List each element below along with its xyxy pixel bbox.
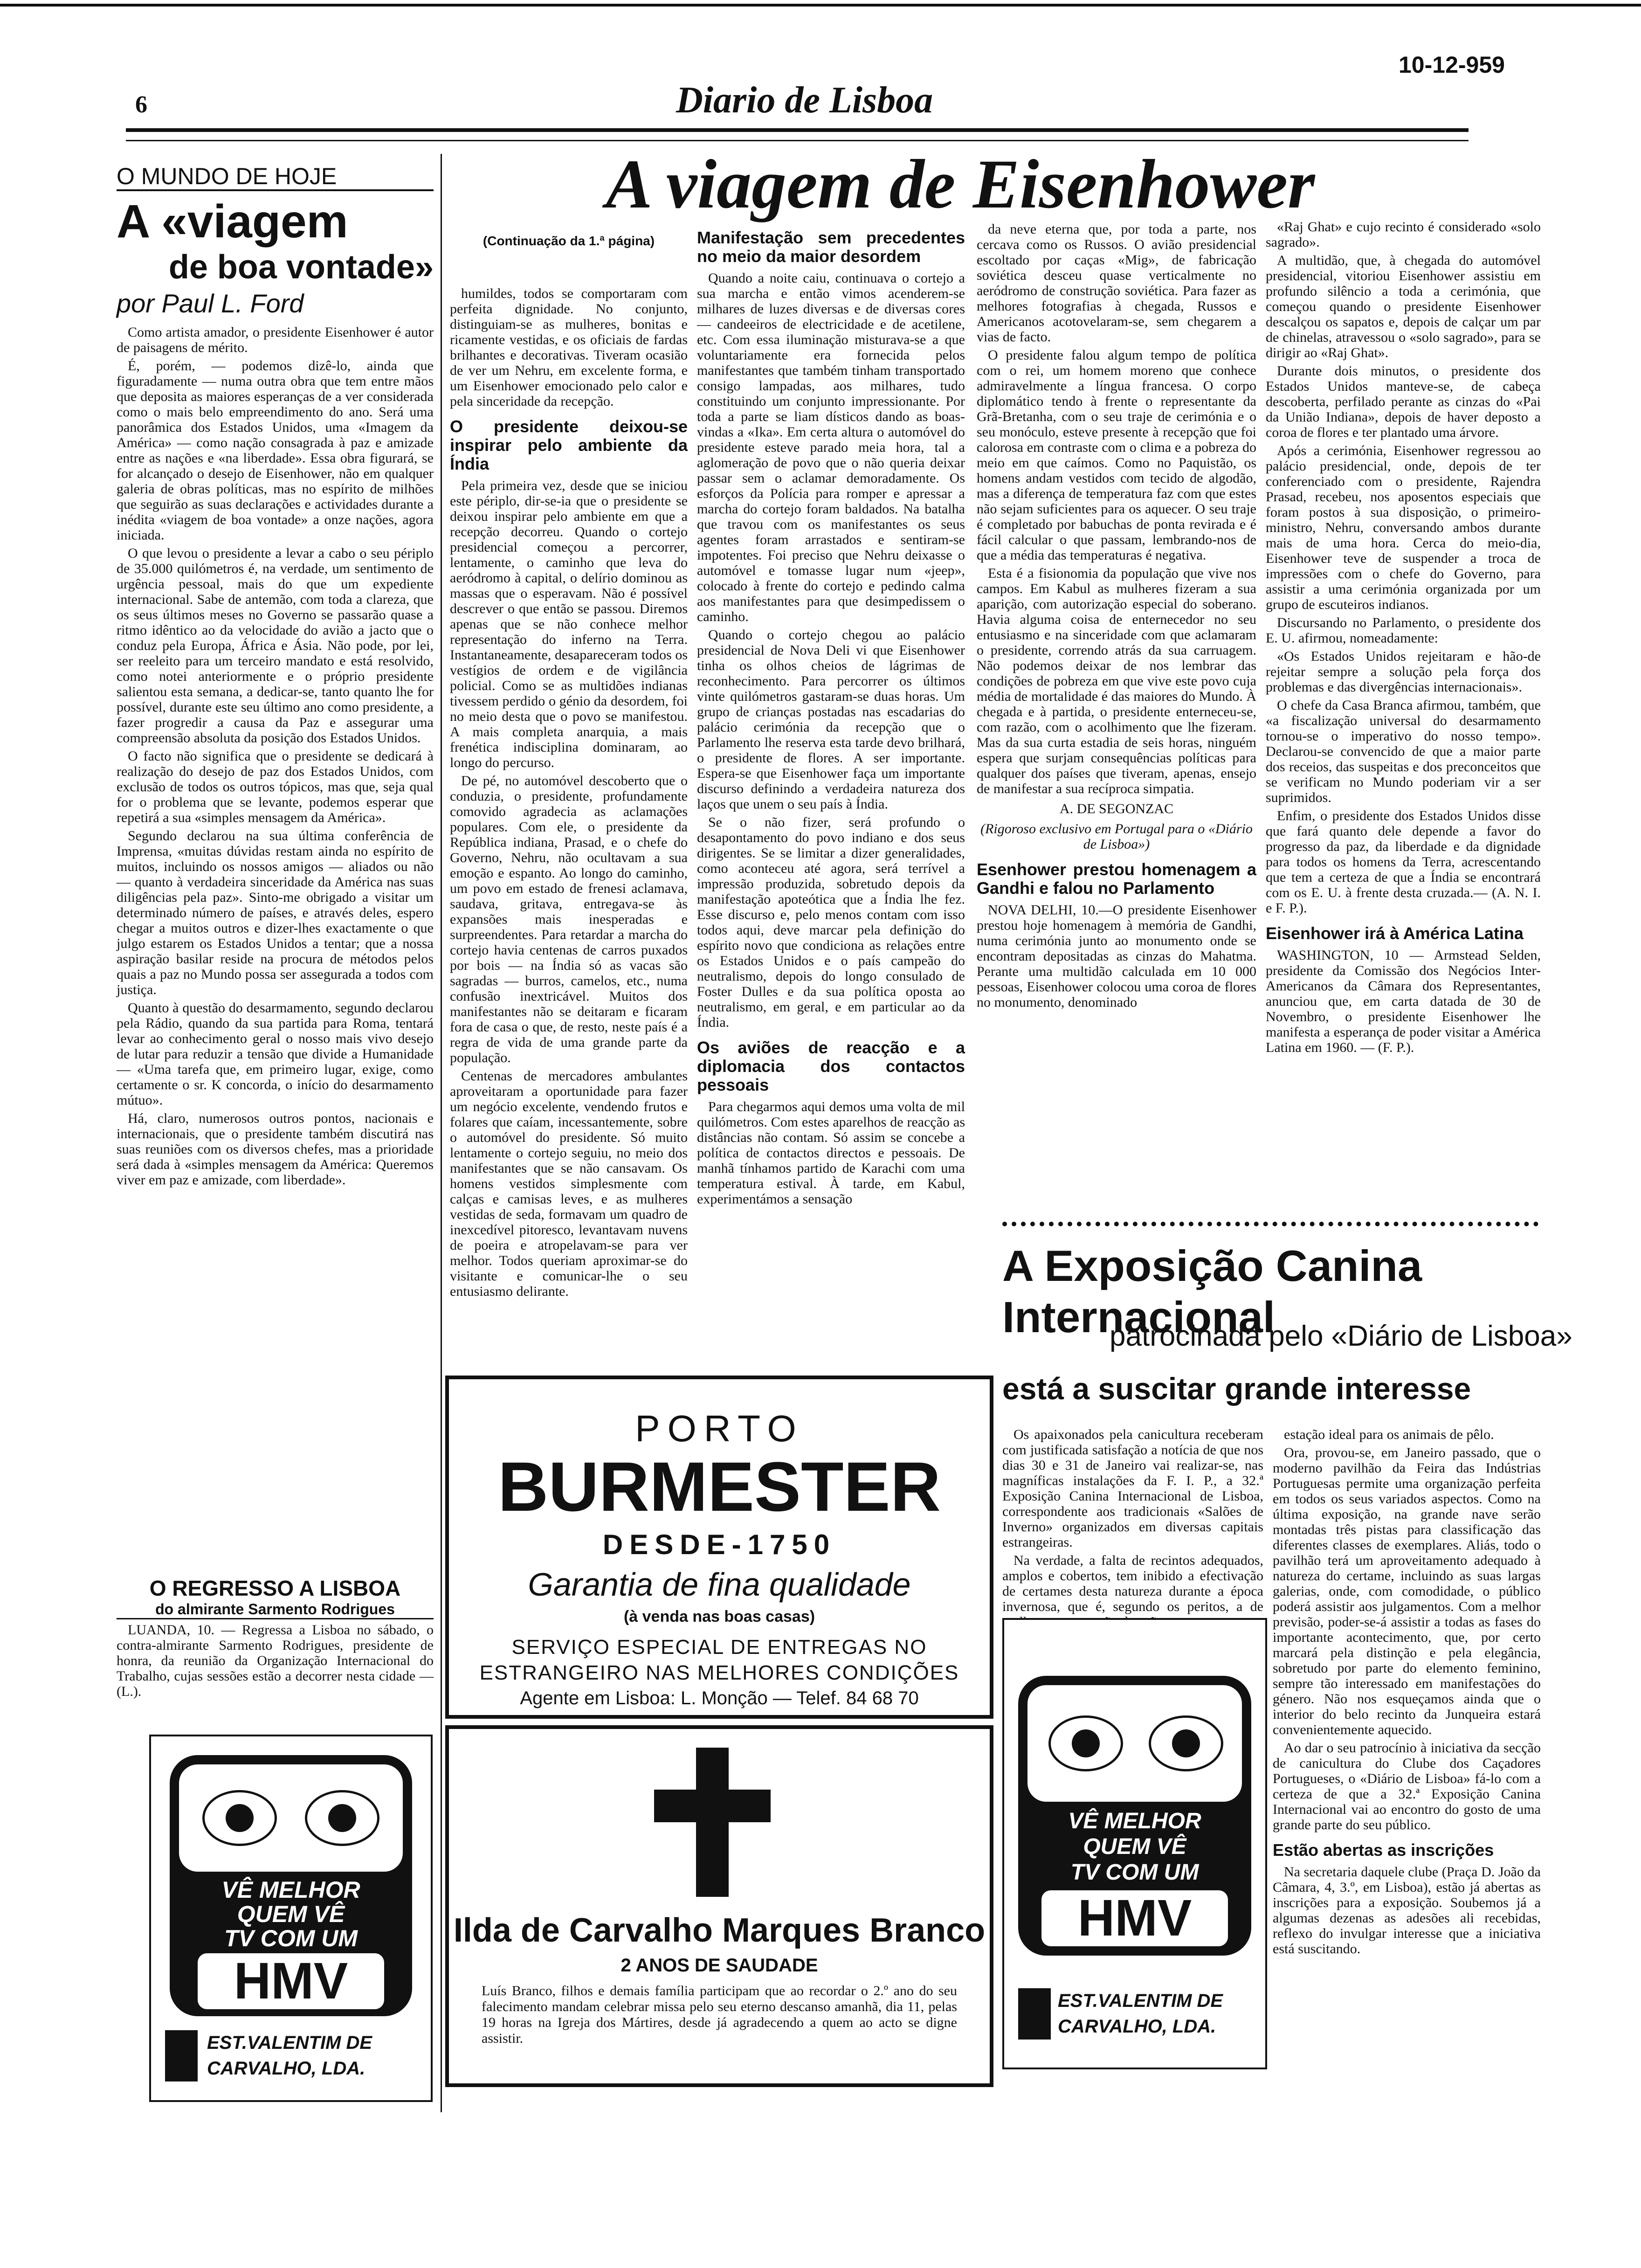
hmv-slogan-2: QUEM VÊ — [237, 1901, 345, 1927]
column-2 — [450, 233, 688, 1302]
ad-agent: Agente em Lisboa: L. Monção — Telef. 84 68 70 — [520, 1688, 919, 1708]
paragraph: Durante dois minutos, o presidente dos Estados Unidos manteve-se, de cabeça descoberta, perfilado perante as cinzas do «Pai da União Indiana», depois de haver deposto a coroa de flores e ter plantado uma árvore. — [1266, 363, 1541, 440]
article-title-line1: A «viagem — [117, 195, 348, 248]
paragraph: NOVA DELHI, 10.—O presidente Eisenhower prestou hoje homenagem à memória de Gandhi, numa cerimónia junto ao monumento onde se encontram depositadas as cinzas do Mahatma. Perante uma multidão calculada em 10 000 pessoas, Eisenhower colocou uma coroa de flores no monumento, denominado — [977, 902, 1256, 1010]
paragraph: estação ideal para os animais de pêlo. — [1284, 1427, 1494, 1442]
hmv-slogan-3: TV COM UM — [224, 1925, 358, 1951]
eye-icon — [1048, 1715, 1123, 1771]
paragraph: Na verdade, a falta de recintos adequados, amplos e cobertos, tem inibido a efectivação de certames desta natureza durante a época invernosa, que é, segundo os peritos, a de — [1002, 1553, 1263, 1614]
paragraph: O facto não significa que o presidente se dedicará à realização do desejo de paz dos Estados Unidos, com exclusão de todos os outros tópicos, mas que, seja qual for o problema que se levante, podemos esperar que repetirá a sua «simples mensagem da América». — [117, 748, 434, 825]
column-separator — [441, 154, 442, 2112]
hmv-ad-right — [1002, 1618, 1267, 2069]
ad-line-desde: DESDE-1750 — [602, 1529, 836, 1560]
paragraph: Quando a noite caiu, continuava o cortejo a sua marcha e então vimos acenderem-se milhares de luzes diversas e de diversas cores — candeeiros de electricidade e de acetilene, etc. Com essa iluminação misturava-se a que voluntariamente era fornecida pelos manifestantes que também tinham transportado consigo lampadas, aos milhares, tudo constituindo um conjunto impressionante. Por toda a parte se liam dísticos dando as boas-vindas a «Ika». Em certa altura o automóvel do presidente esteve parado meia hora, tal a aglomeração de povo que o não queria deixar passar sem o aclamar demoradamente. Os esforços da Polícia para romper e apressar a marcha do cortejo foram baldados. Na batalha que travou com os manifestantes os seus agentes foram arrastados e sentiram-se impotentes. Foi preciso que Nehru deixasse o automóvel e tomasse lugar num «jeep», colocado à frente do cortejo e pedindo calma aos manifestantes para que desimpedissem o caminho. — [697, 270, 965, 624]
date: 10-12-959 — [1399, 52, 1505, 78]
paragraph: Ao dar o seu patrocínio à iniciativa da secção de canicultura do Clube dos Caçadores Portugueses, o «Diário de Lisboa» fá-lo com a certeza de que a 32.ª Exposição Canina Internacional vai ao encontro do gosto de uma grande parte do seu público. — [1273, 1740, 1541, 1832]
paragraph: Como artista amador, o presidente Eisenhower é autor de paisagens de mérito. — [117, 325, 434, 355]
regresso-title: O REGRESSO A LISBOA — [149, 1576, 401, 1600]
paragraph: Discursando no Parlamento, o presidente dos E. U. afirmou, nomeadamente: — [1266, 615, 1541, 646]
paragraph: Há, claro, numerosos outros pontos, nacionais e internacionais, que o presidente também discutirá nas suas reuniões com os diversos chefes, mas a prioridade será dada à «simples mensagem da América: Queremos viver em paz e amizade, com liberdade». — [117, 1111, 434, 1188]
section-heading: Os aviões de reacção e a diplomacia dos contactos pessoais — [697, 1038, 965, 1094]
exposicao-column-a — [1002, 1427, 1263, 1632]
paragraph: É, porém, — podemos dizê-lo, ainda que figuradamente — numa outra obra que tem entre mãos que deposita as maiores esperanças de a ver considerada como o mais belo empreendimento do ano. Será uma panorâmica dos Estados Unidos, uma «Imagem da América» — como nação consagrada à paz e amizade entre as nações e «na liberdade». Essa obra figurará, se for alcançado o desejo de Eisenhower, não em qualquer galeria de obras políticas, mas no espírito de milhões que seguirão as suas declarações e actividades durante a inédita «viagem de boa vontade» a onze nações, agora iniciada. — [117, 358, 434, 543]
exposicao-subtitle-2: está a suscitar grande interesse — [1002, 1371, 1471, 1406]
signature: A. DE SEGONZAC — [1059, 801, 1174, 816]
column-4 — [977, 221, 1256, 1013]
regresso-subtitle: do almirante Sarmento Rodrigues — [117, 1600, 434, 1619]
top-rule — [0, 4, 1641, 7]
column-mundo-de-hoje — [117, 163, 434, 1190]
paragraph: Quando o cortejo chegou ao palácio presidencial de Nova Deli vi que Eisenhower tinha os olhos cheios de lágrimas de reconhecimento. Para percorrer os últimos vinte quilómetros gastaram-se duas horas. Um grupo de crianças postadas nas escadarias do palácio cerimónia da recepção que o Parlamento lhe reserva esta tarde devo brilhará, o presidente de flores. A ser importante. Espera-se que Eisenhower faça um importante discurso definindo a verdadeira natureza dos laços que unem o seu país à Índia. — [697, 627, 965, 812]
exposicao-column-b — [1273, 1427, 1541, 1959]
obituary-text: Luís Branco, filhos e demais família participam que ao recordar o 2.º ano do seu falecimento mandam celebrar missa pelo seu eterno descanso amanhã, dia 11, pelas 19 horas na Igreja dos Mártires, desde já agradecendo a quem ao acto se digne assistir. — [482, 1983, 957, 2046]
ad-line-porto: PORTO — [635, 1408, 804, 1449]
exposicao-subtitle-1: patrocinada pelo «Diário de Lisboa» — [1110, 1320, 1572, 1352]
paragraph: LUANDA, 10. — Regressa a Lisboa no sábado, o contra-almirante Sarmento Rodrigues, presidente de honra, da reunião da Organização Internacional do Trabalho, cujas sessões estão a decorrer nesta cidade — (L.). — [117, 1622, 434, 1699]
hmv-ad-left — [149, 1735, 433, 2102]
paragraph: Os apaixonados pela canicultura receberam com justificada satisfação a notícia de que nos dias 30 e 31 de Janeiro vai realizar-se, nas magníficas instalações da F. I. P., a 32.ª Exposição Canina Internacional de Lisboa, correspondente aos tradicionais «Salões de Inverno» organizados em diversas capitais estrangeiras. — [1002, 1427, 1263, 1550]
obituary-name: Ilda de Carvalho Marques Branco — [453, 1912, 986, 1949]
paragraph: Pela primeira vez, desde que se iniciou este périplo, dir-se-ia que o presidente se deixou inspirar pelo ambiente em que a recepção decorreu. Quando o cortejo presidencial começou a percorrer, lentamente, o caminho que leva do aeródromo à capital, o delírio dominou as massas que o esperavam. Não é possível descrever o que então se passou. Diremos apenas que se não conhece melhor representação do inferno na Terra. Instantaneamente, desapareceram todos os vestígios de ordem e de vigilância policial. Como se as multidões indianas tivessem perdido o génio da desordem, foi no meio desta que o povo se manifestou. A mais completa anarquia, a mais frenética indisciplina dominaram, ao longo do percurso. — [450, 478, 688, 770]
paragraph: O chefe da Casa Branca afirmou, também, que «a fiscalização universal do desarmamento tornou-se o imperativo do nosso tempo». Declarou-se convencido de que a maior parte dos receios, das suspeitas e dos preconceitos que se verificam no Mundo poderiam vir a ser suprimidos. — [1266, 698, 1541, 805]
dotted-rule — [1002, 1222, 1538, 1226]
hmv-brand: HMV — [1041, 1890, 1228, 1946]
exposicao-title: A Exposição Canina Internacional — [1002, 1241, 1422, 1341]
paragraph: Quanto à questão do desarmamento, segundo declarou pela Rádio, quando da sua partida para Roma, tentará levar ao conhecimento geral o nosso mais vivo desejo de lutar para reduzir a tensão que divide a Humanidade — «Uma tarefa que, em primeiro lugar, exige, como certamente o sr. K concorda, o início do desarmamento mútuo». — [117, 1000, 434, 1108]
column-5 — [1266, 219, 1541, 1058]
porto-burmester-ad — [445, 1376, 993, 1719]
column-3 — [697, 228, 965, 1210]
paragraph: WASHINGTON, 10 — Armstead Selden, presidente da Comissão dos Negócios Inter-Americanos da Câmara dos Representantes, anunciou que, em carta datada de 30 de Novembro, o presidente Eisenhower lhe manifesta a esperança de poder visitar a América Latina em 1960. — (F. P.). — [1266, 947, 1541, 1055]
hmv-slogan-3: TV COM UM — [1070, 1860, 1199, 1885]
paragraph: Enfim, o presidente dos Estados Unidos disse que fará quanto dele depende a favor do progresso da paz, da liberdade e da dignidade para todos os homens da Terra, acrescentando que tem a certeza de que a Índia se encontrará com os E. U. à frente desta cruzada.— (A. N. I. e F. P.). — [1266, 808, 1541, 916]
eye-icon — [1149, 1715, 1223, 1771]
tv-screen — [1018, 1676, 1251, 1956]
article-title-line2: de boa vontade» — [168, 249, 434, 286]
cross-bar — [654, 1790, 771, 1822]
ad-slogan: Garantia de fina qualidade — [528, 1566, 911, 1603]
eyes-panel — [1027, 1685, 1242, 1802]
section-heading: Esenhower prestou homenagem a Gandhi e falou no Parlamento — [977, 860, 1256, 898]
paragraph: da neve eterna que, por toda a parte, nos cercava como os Russos. O avião presidencial escoltado por caças «Mig», de fabricação soviética desceu quase verticalmente no aeródromo de construção soviética. Para fazer as melhores fotografias à chegada, Russos e Americanos acotovelaram-se, sem chegarem a vias de facto. — [977, 221, 1256, 345]
hmv-slogan-1: VÊ MELHOR — [221, 1877, 360, 1903]
paragraph: A multidão, que, à chegada do automóvel presidencial, vitoriou Eisenhower assistiu em profundo silêncio a toda a cerimónia, que começou quando o presidente Eisenhower descalçou os sapatos e, depois de calçar um par de chinelas, atravessou o «solo sagrado», para se dirigir ao «Raj Ghat». — [1266, 253, 1541, 360]
page-number: 6 — [135, 91, 147, 118]
tv-screen — [170, 1755, 412, 2016]
paragraph: Após a cerimónia, Eisenhower regressou ao palácio presidencial, onde, depois de ter conferenciado com o presidente, Rajendra Prasad, recebeu, nos aposentos especiais que foram postos à sua disposição, o primeiro-ministro, Nehru, conversando ambos durante mais de uma hora. Cerca do meio-dia, Eisenhower teve de suspender a troca de impressões com o chefe do Governo, para assistir a uma cerimónia organizada por um grupo de escuteiros indianos. — [1266, 443, 1541, 612]
masthead-rule-thin — [126, 140, 1469, 141]
paragraph: Ora, provou-se, em Janeiro passado, que o moderno pavilhão da Feira das Indústrias Portuguesas permite uma organização perfeita em todos os seus variados aspectos. Como na última exposição, na grande nave serão montadas três pistas para classificação das diferentes classes de exemplares. Aliás, todo o pavilhão terá um aproveitamento adequado à natureza do certame, incluindo as suas largas galerias, onde, com comodidade, o público poderá assistir aos julgamentos. Com a melhor previsão, poder-se-á assistir a todas as fases do importante acontecimento, que, por certo marcará pela distinção e pela elegância, sobretudo por parte do elemento feminino, sempre tão interessado em manifestações do género. Não nos esqueçamos ainda que o interior do belo recinto da Junqueira estará convenientemente aquecido. — [1273, 1445, 1541, 1737]
section-heading: Estão abertas as inscrições — [1273, 1840, 1494, 1860]
main-headline: A viagem de Eisenhower — [606, 145, 1315, 223]
section-heading: O presidente deixou-se inspirar pelo ambiente da Índia — [450, 417, 688, 473]
his-masters-voice-logo — [1018, 1988, 1051, 2040]
dealer-line-2: CARVALHO, LDA. — [207, 2058, 365, 2079]
eyes-panel — [179, 1764, 403, 1872]
section-heading: Manifestação sem precedentes no meio da maior desordem — [697, 228, 965, 266]
obituary-years: 2 ANOS DE SAUDADE — [621, 1955, 818, 1976]
ad-service-1: SERVIÇO ESPECIAL DE ENTREGAS NO — [511, 1636, 927, 1659]
paragraph: Centenas de mercadores ambulantes aproveitaram a oportunidade para fazer um negócio excelente, vendendo frutos e folares que caíam, incessantemente, sobre o automóvel do presidente. Só muito lentamente o cortejo seguiu, no meio dos manifestantes que se não cansavam. Os homens vestidos simplesmente com calças e camisas leves, e as mulheres vestidas de seda, formavam um quadro de inexcedível pitoresco, levantavam nuvens de poeira e atropelavam-se para ver melhor. Todos queriam aproximar-se do visitante e comunicar-lhe o seu entusiasmo delirante. — [450, 1068, 688, 1299]
hmv-slogan-2: QUEM VÊ — [1083, 1834, 1186, 1859]
hmv-brand: HMV — [198, 1953, 384, 2009]
paragraph: Se o não fizer, será profundo o desapontamento do povo indiano e dos seus dirigentes. Se se limitar a dizer generalidades, como aconteceu até agora, será terrível a impressão produzida, sobretudo depois da manifestação apoteótica que a Índia lhe fez. Esse discurso e, pelo menos contam com isso todos aqui, deve marcar pela definição do espírito novo que condiciona as relações entre os Estados Unidos e o país campeão do neutralismo, depois do longo consulado de Foster Dulles e da sua política oposta ao neutralismo, em geral, e em particular ao da Índia. — [697, 815, 965, 1030]
paragraph: De pé, no automóvel descoberto que o conduzia, o presidente, profundamente comovido agradecia as aclamações populares. Com ele, o presidente da República indiana, Prasad, e o chefe do Governo, Nehru, não ocultavam a sua emoção e espanto. Ao longo do caminho, um povo em estado de frenesi aclamava, saudava, gritava, entregava-se às expansões mais inesperadas e surpreendentes. Para retardar a marcha do cortejo havia centenas de carros puxados por bois — na Índia só as vacas são sagradas — burros, camelos, etc., numa confusão inextricável. Muitos dos manifestantes não se deitaram e ficaram fora de casa o que, de resto, neste país é a regra de vida de uma grande parte da população. — [450, 773, 688, 1065]
dealer-line-2: CARVALHO, LDA. — [1058, 2016, 1216, 2037]
paragraph: Na secretaria daquele clube (Praça D. João da Câmara, 4, 3.º, em Lisboa), estão já abertas as inscrições para a exposição. Soubemos já a algumas dezenas as adesões ali recebidas, reflexo do invulgar interesse que a iniciativa está suscitando. — [1273, 1864, 1541, 1957]
hmv-slogan-1: VÊ MELHOR — [1068, 1809, 1201, 1833]
paragraph: O que levou o presidente a levar a cabo o seu périplo de 35.000 quilómetros é, na verdade, um sentimento de urgência pessoal, mais do que um expediente internacional. Sabe de antemão, com toda a clareza, que os seus últimos meses no Governo se passarão quase a ritmo idêntico ao da velocidade do avião a jacto que o conduz pela Europa, África e Ásia. Não pode, por lei, ser reeleito para um terceiro mandato e está resolvido, como notei anteriormente e o próprio presidente salientou esta semana, a dedicar-se, tanto quanto lhe for possível, durante este seu último ano como presidente, a fazer progredir a causa da Paz e assegurar uma compreensão absoluta da posição dos Estados Unidos. — [117, 546, 434, 746]
dealer-line-1: EST.VALENTIM DE — [1058, 1991, 1223, 2011]
rubric: O MUNDO DE HOJE — [117, 163, 434, 191]
masthead-rule — [126, 128, 1469, 132]
paragraph: humildes, todos se comportaram com perfeita dignidade. No conjunto, distinguiam-se as mulheres, bonitas e ricamente vestidas, e os oficiais de fardas brilhantes e decorativas. Tiveram ocasião de ver um Nehru, em excelente forma, e um Eisenhower emocionado pelo calor e pela sinceridade da recepção. — [450, 286, 688, 409]
section-heading: Eisenhower irá à América Latina — [1266, 924, 1524, 943]
paragraph: Esta é a fisionomia da população que vive nos campos. Em Kabul as mulheres fizeram a sua aparição, com autorização especial do soberano. Havia alguma coisa de enternecedor no seu entusiasmo e na sinceridade com que aclamaram o presidente, correndo atrás da sua carruagem. Não podemos deixar de nos lembrar das condições de pobreza em que vive este povo cuja média de mortalidade é das maiores do Mundo. À chegada e à partida, o presidente enterneceu-se, com razão, com o acolhimento que lhe fizeram. Mas da sua curta estadia de seis horas, ninguém espera que surjam consequências políticas para qualquer dos países que tiveram, apenas, ensejo de manifestar a sua recíproca simpatia. — [977, 566, 1256, 796]
paragraph: Segundo declarou na sua última conferência de Imprensa, «muitas dúvidas restam ainda no espírito de muitos, incluindo os nossos amigos — aliados ou não — quanto à verdadeira sinceridade da América nas suas diligências pela paz». Sinto-me obrigado a visitar um determinado número de países, e através deles, espero chegar a muitos outros e dizer-lhes exactamente o que julgo estarem os Estados Unidos a tentar; que a nossa aspiração basilar reside na procura de métodos pelos quais a paz no Mundo possa ser assegurada a todos com justiça. — [117, 828, 434, 997]
paper-name: Diario de Lisboa — [676, 80, 933, 121]
continuation-note: (Continuação da 1.ª página) — [483, 234, 655, 248]
ad-slogan-sub: (à venda nas boas casas) — [623, 1608, 815, 1625]
ad-line-burmester: BURMESTER — [497, 1447, 941, 1526]
obituary-notice — [445, 1725, 993, 2087]
eye-icon — [305, 1790, 379, 1846]
his-masters-voice-logo — [165, 2030, 198, 2081]
eye-icon — [202, 1790, 277, 1846]
paragraph: «Raj Ghat» e cujo recinto é considerado «solo sagrado». — [1266, 219, 1541, 250]
exclusive-note: (Rigoroso exclusivo em Portugal para o «Diário de Lisboa») — [980, 821, 1253, 852]
byline: por Paul L. Ford — [117, 289, 304, 318]
paragraph: Para chegarmos aqui demos uma volta de mil quilómetros. Com estes aparelhos de reacção as distâncias não contam. Só assim se concebe a política de contactos directos e pessoais. De manhã tínhamos partido de Karachi com uma temperatura estival. À tarde, em Kabul, experimentámos a sensação — [697, 1099, 965, 1207]
paragraph: O presidente falou algum tempo de política com o rei, um homem moreno que conhece admiravelmente a língua francesa. O corpo diplomático tendo à frente o representante da Grã-Bretanha, com o seu traje de cerimónia e o seu monóculo, esteve presente à recepção que foi calorosa em contraste com o clima e a pobreza do meio em que caímos. Como no Paquistão, os homens andam vestidos com tecido de algodão, mas a diferença de temperatura faz com que estes não sejam suficientes para os aquecer. O seu traje é completado por babuchas de ponta revirada e é fácil calcular o que passam, lembrando-nos de que a média das temperaturas é negativa. — [977, 347, 1256, 563]
paragraph: «Os Estados Unidos rejeitaram e hão-de rejeitar sempre a solução pela força dos problemas e das divergências internacionais». — [1266, 649, 1541, 695]
regresso-article — [117, 1576, 434, 1702]
dealer-line-1: EST.VALENTIM DE — [207, 2033, 372, 2053]
ad-service-2: ESTRANGEIRO NAS MELHORES CONDIÇÕES — [479, 1661, 959, 1684]
cross-icon — [696, 1748, 729, 1897]
